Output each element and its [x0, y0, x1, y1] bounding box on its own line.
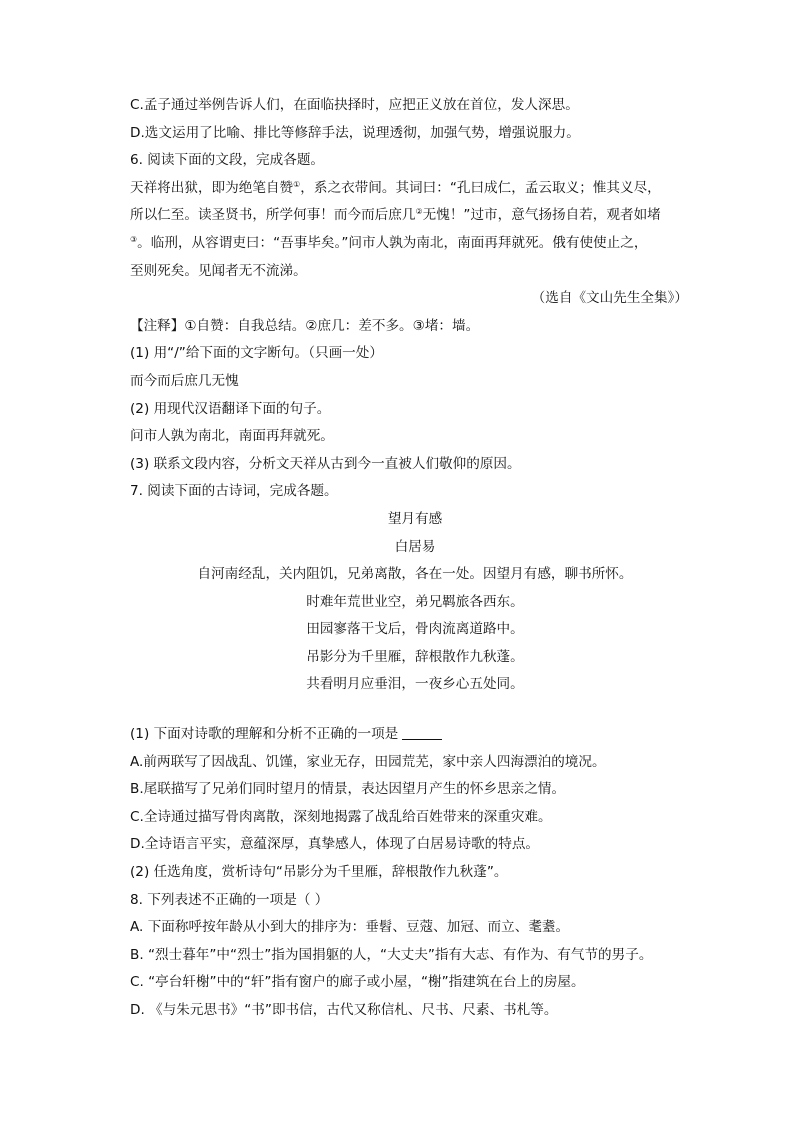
- q7-sub1: (1) 下面对诗歌的理解和分析不正确的一项是: [130, 721, 700, 749]
- poem-line: 田园寥落干戈后，骨肉流离道路中。: [306, 621, 524, 638]
- q7-option-b: B.尾联描写了兄弟们同时望月的情景，表达因望月产生的怀乡思亲之情。: [130, 781, 566, 798]
- q6-sub1: (1) 用“/”给下面的文字断句。（只画一处）: [130, 345, 383, 362]
- q6-notes: 【注释】①自赞：自我总结。②庶几：差不多。③堵：墙。: [130, 317, 480, 334]
- poem-line: 共看明月应垂泪，一夜乡心五处同。: [306, 676, 524, 693]
- note-mark-3: ③: [130, 234, 138, 244]
- q5-option-d: D.选文运用了比喻、排比等修辞手法，说理透彻，加强气势，增强说服力。: [130, 124, 580, 141]
- q7-header: 7. 阅读下面的古诗词，完成各题。: [130, 483, 338, 500]
- poem-author: 白居易: [394, 538, 436, 555]
- poem-preface: 自河南经乱，关内阻饥，兄弟离散，各在一处。因望月有感，聊书所怀。: [197, 566, 633, 583]
- q7-sub2: (2) 任选角度，赏析诗句“吊影分为千里雁，辞根散作九秋蓬”。: [130, 864, 508, 881]
- answer-blank[interactable]: [402, 725, 442, 740]
- q6-header: 6. 阅读下面的文段，完成各题。: [130, 152, 325, 169]
- q6-source: （选自《文山先生全集》）: [531, 290, 688, 307]
- q6-passage-line-2: 所以仁至。读圣贤书，所学何事！而今而后庶几②无愧！”过市，意气扬扬自若，观者如堵: [130, 207, 661, 224]
- q6-sub1-text: 而今而后庶几无愧: [130, 372, 239, 389]
- poem-line: 吊影分为千里雁，辞根散作九秋蓬。: [306, 648, 524, 665]
- note-mark-1: ①: [293, 179, 301, 189]
- q8-option-d: D. 《与朱元思书》“书”即书信，古代又称信札、尺书、尺素、书札等。: [130, 1002, 558, 1018]
- q8-option-b: B. “烈士暮年”中“烈士”指为国捐躯的人，“大丈夫”指有大志、有作为、有气节的男子。: [130, 946, 653, 963]
- q7-option-d: D.全诗语言平实，意蕴深厚，真挚感人，体现了白居易诗歌的特点。: [130, 836, 540, 853]
- q6-passage-line-4: 至则死矣。见闻者无不流涕。: [130, 262, 307, 279]
- q6-sub2-text: 问市人孰为南北，南面再拜就死。: [130, 428, 334, 445]
- q6-sub3: (3) 联系文段内容，分析文天祥从古到今一直被人们敬仰的原因。: [130, 455, 521, 472]
- q5-option-c: C.孟子通过举例告诉人们，在面临抉择时，应把正义放在首位，发人深思。: [130, 97, 579, 113]
- q8-option-c: C. “亭台轩榭”中的“轩”指有窗户的廊子或小屋，“榭”指建筑在台上的房屋。: [130, 974, 585, 991]
- q8-option-a: A. 下面称呼按年龄从小到大的排序为：垂髫、豆蔻、加冠、而立、耄耋。: [130, 919, 570, 936]
- q8-header: 8. 下列表述不正确的一项是（ ）: [130, 891, 329, 908]
- q6-passage-line-3: ③。临刑，从容谓吏曰：“吾事毕矣。”问市人孰为南北，南面再拜就死。俄有使使止之，: [130, 234, 648, 251]
- q7-option-a: A.前两联写了因战乱、饥馑，家业无存，田园荒芜，家中亲人四海漂泊的境况。: [130, 753, 606, 770]
- q7-option-c: C.全诗通过描写骨肉离散，深刻地揭露了战乱给百姓带来的深重灾难。: [130, 808, 552, 825]
- q6-sub2: (2) 用现代汉语翻译下面的句子。: [130, 400, 331, 417]
- poem-line: 时难年荒世业空，弟兄羁旅各西东。: [306, 593, 524, 610]
- q6-passage-line-1: 天祥将出狱，即为绝笔自赞①，系之衣带间。其词曰：“孔曰成仁，孟云取义；惟其义尽，: [130, 179, 661, 196]
- poem-title: 望月有感: [387, 510, 443, 527]
- exam-page: [130, 92, 700, 1025]
- note-mark-2: ②: [415, 207, 423, 217]
